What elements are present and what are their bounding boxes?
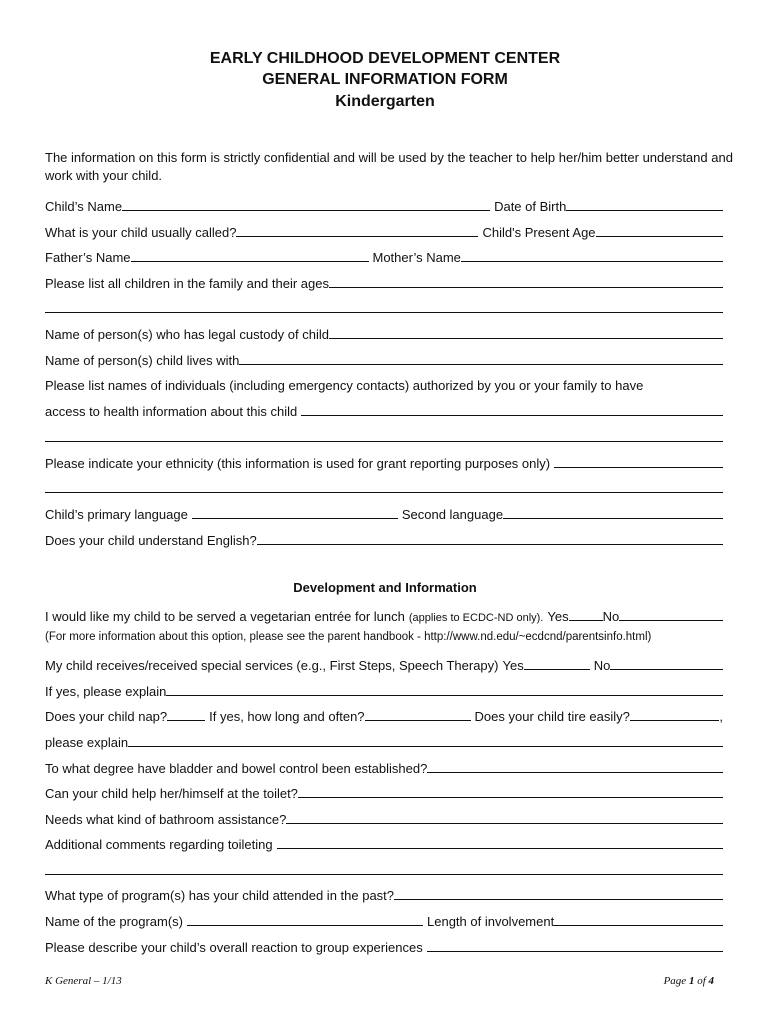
understand-english-field[interactable] xyxy=(257,531,723,545)
row-programs-attended xyxy=(45,885,723,903)
usually-called-field[interactable] xyxy=(236,223,478,237)
children-field-line2[interactable] xyxy=(45,299,723,313)
bathroom-assist-field[interactable] xyxy=(286,810,723,824)
nap-field[interactable] xyxy=(167,707,205,721)
footer-page-word: Page xyxy=(663,975,687,987)
special-services-no-field[interactable] xyxy=(610,656,723,670)
row-if-yes-explain xyxy=(45,681,723,699)
vegetarian-no-field[interactable] xyxy=(619,607,723,621)
row-ethnicity xyxy=(45,453,723,471)
bladder-label: To what degree have bladder and bowel control been established? xyxy=(45,761,428,776)
second-language-field[interactable] xyxy=(503,505,723,519)
if-yes-explain-field[interactable] xyxy=(166,682,723,696)
primary-language-label: Child’s primary language xyxy=(45,507,188,522)
group-reaction-label: Please describe your child’s overall reaction to group experiences xyxy=(45,940,423,955)
fathers-name-label: Father’s Name xyxy=(45,250,131,265)
row-help-toilet xyxy=(45,783,723,801)
bladder-field[interactable] xyxy=(427,759,723,773)
mothers-name-label: Mother’s Name xyxy=(372,250,461,265)
toileting-comments-field[interactable] xyxy=(277,835,723,849)
special-services-yes-label: Yes xyxy=(502,658,524,673)
special-services-label: My child receives/received special services (e.g., First Steps, Speech Therapy) xyxy=(45,658,499,673)
second-language-label: Second language xyxy=(401,507,504,522)
length-involvement-label: Length of involvement xyxy=(427,914,555,929)
toileting-comments-label: Additional comments regarding toileting xyxy=(45,837,273,852)
group-reaction-field[interactable] xyxy=(427,938,723,952)
footer-page-current: 1 xyxy=(688,975,695,987)
lives-with-label: Name of person(s) child lives with xyxy=(45,353,240,368)
row-authorized-2 xyxy=(45,401,723,419)
authorized-field[interactable] xyxy=(301,402,723,416)
row-english xyxy=(45,530,723,548)
row-please-explain xyxy=(45,732,723,750)
usually-called-label: What is your child usually called? xyxy=(45,225,237,240)
form-org-title: EARLY CHILDHOOD DEVELOPMENT CENTER xyxy=(209,50,561,67)
form-title: GENERAL INFORMATION FORM xyxy=(262,71,508,88)
row-parents xyxy=(45,247,723,265)
row-children-cont xyxy=(45,298,723,316)
authorized-label-line2: access to health information about this child xyxy=(45,404,298,419)
childs-name-label: Child’s Name xyxy=(45,199,123,214)
footer-form-code: K General – 1/13 xyxy=(45,975,122,987)
row-group-reaction xyxy=(45,937,723,955)
section-heading-development: Development and Information xyxy=(293,580,477,595)
programs-attended-field[interactable] xyxy=(394,886,723,900)
legal-custody-field[interactable] xyxy=(329,325,723,339)
form-subtitle: Kindergarten xyxy=(335,93,435,110)
row-program-names xyxy=(45,911,723,929)
special-services-yes-field[interactable] xyxy=(524,656,590,670)
childs-name-field[interactable] xyxy=(122,197,490,211)
authorized-field-line2[interactable] xyxy=(45,428,723,442)
row-authorized xyxy=(45,375,723,393)
authorized-label-line1: Please list names of individuals (including emergency contacts) authorized by you or your family to have xyxy=(45,378,644,393)
children-label: Please list all children in the family and their ages xyxy=(45,276,329,291)
toileting-comments-field-line2[interactable] xyxy=(45,861,723,875)
nap-label: Does your child nap? xyxy=(45,709,168,724)
ethnicity-field-line2[interactable] xyxy=(45,479,723,493)
lives-with-field[interactable] xyxy=(239,351,723,365)
vegetarian-no-label: No xyxy=(602,609,620,624)
row-bladder xyxy=(45,758,723,776)
row-lives-with xyxy=(45,350,723,368)
present-age-label: Child's Present Age xyxy=(482,225,596,240)
row-languages xyxy=(45,504,723,522)
dob-field[interactable] xyxy=(566,197,723,211)
vegetarian-yes-label: Yes xyxy=(547,609,569,624)
fathers-name-field[interactable] xyxy=(131,248,369,262)
row-authorized-3 xyxy=(45,427,723,445)
row-ethnicity-2 xyxy=(45,478,723,496)
row-name-dob xyxy=(45,196,723,214)
program-names-field[interactable] xyxy=(187,912,423,926)
please-explain-field[interactable] xyxy=(128,733,723,747)
row-bathroom-assist xyxy=(45,809,723,827)
help-toilet-label: Can your child help her/himself at the toilet? xyxy=(45,786,298,801)
row-called-age xyxy=(45,222,723,240)
vegetarian-note: (applies to ECDC-ND only). xyxy=(408,612,544,624)
program-names-label: Name of the program(s) xyxy=(45,914,183,929)
how-long-label: If yes, how long and often? xyxy=(209,709,365,724)
programs-attended-label: What type of program(s) has your child attended in the past? xyxy=(45,888,395,903)
row-nap xyxy=(45,706,723,724)
length-involvement-field[interactable] xyxy=(554,912,723,926)
tire-easily-field[interactable] xyxy=(630,707,719,721)
footer-of-word: of xyxy=(697,975,706,987)
children-field[interactable] xyxy=(329,274,723,288)
legal-custody-label: Name of person(s) who has legal custody of child xyxy=(45,327,329,342)
bathroom-assist-label: Needs what kind of bathroom assistance? xyxy=(45,812,287,827)
row-vegetarian xyxy=(45,606,723,624)
intro-text: The information on this form is strictly confidential and will be used by the teacher to help her/him better understand and work with your child. xyxy=(45,150,733,183)
primary-language-field[interactable] xyxy=(192,505,398,519)
if-yes-explain-label: If yes, please explain xyxy=(45,684,167,699)
please-explain-label: please explain xyxy=(45,735,129,750)
row-custody xyxy=(45,324,723,342)
ethnicity-label: Please indicate your ethnicity (this information is used for grant reporting purposes only) xyxy=(45,456,551,471)
row-toileting-comments xyxy=(45,834,723,852)
understand-english-label: Does your child understand English? xyxy=(45,533,257,548)
help-toilet-field[interactable] xyxy=(298,784,723,798)
special-services-no-label: No xyxy=(593,658,611,673)
how-long-field[interactable] xyxy=(365,707,471,721)
footer-page-number xyxy=(664,975,714,987)
present-age-field[interactable] xyxy=(596,223,723,237)
vegetarian-label: I would like my child to be served a vegetarian entrée for lunch xyxy=(45,609,405,624)
more-info-note: (For more information about this option, please see the parent handbook - http://www.nd.edu/~ecdcnd/parentsinfo.html) xyxy=(45,631,652,643)
ethnicity-field[interactable] xyxy=(554,454,723,468)
row-toileting-comments-2 xyxy=(45,860,723,878)
tire-easily-label: Does your child tire easily? xyxy=(474,709,630,724)
mothers-name-field[interactable] xyxy=(461,248,723,262)
vegetarian-yes-field[interactable] xyxy=(569,607,603,621)
tire-easily-comma: , xyxy=(719,709,723,724)
row-special-services xyxy=(45,655,723,673)
footer-page-total: 4 xyxy=(708,975,714,987)
dob-label: Date of Birth xyxy=(494,199,567,214)
row-children xyxy=(45,273,723,291)
